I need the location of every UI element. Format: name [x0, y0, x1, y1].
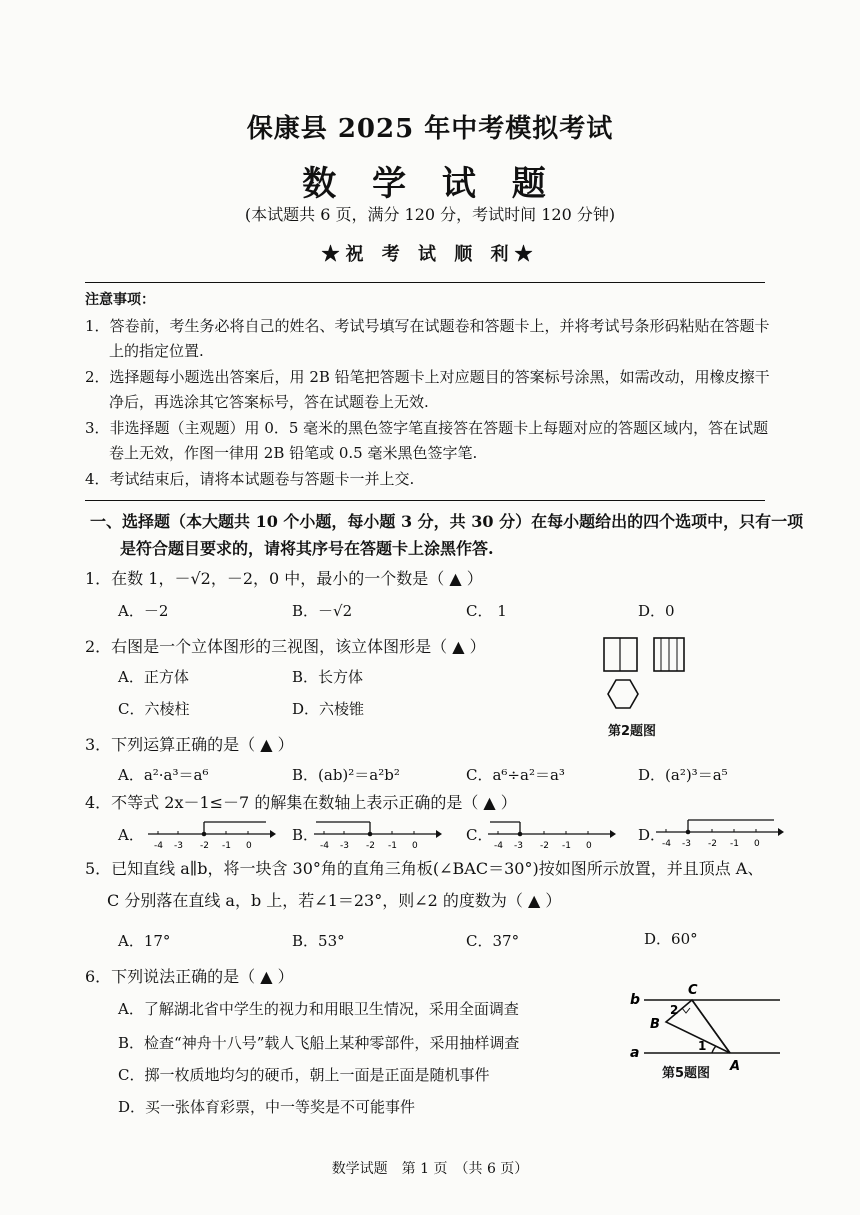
good-luck-banner: ★祝 考 试 顺 利★	[321, 244, 539, 265]
vertex-c-label: C	[688, 983, 698, 998]
tick-label: -2	[540, 841, 549, 851]
q5-option-a: A．17°	[118, 932, 171, 950]
q4-option-c: C．	[466, 826, 493, 844]
angle-1-label: 1	[698, 1039, 707, 1053]
tick-label: 0	[586, 841, 592, 851]
tick-label: -1	[222, 841, 231, 851]
tick-label: -3	[174, 841, 183, 851]
question-3-stem: 3．下列运算正确的是（ ▲ ）	[85, 735, 294, 754]
notes-heading: 注意事项：	[85, 292, 155, 308]
q5-option-d: D．60°	[644, 930, 698, 948]
q1-option-d: D．0	[638, 602, 675, 620]
exam-info: (本试题共 6 页，满分 120 分，考试时间 120 分钟)	[244, 205, 616, 224]
q4-number-line-c	[486, 818, 616, 852]
q6-option-c: C．掷一枚质地均匀的硬币，朝上一面是正面是随机事件	[118, 1066, 490, 1084]
tick-label: 0	[246, 841, 252, 851]
q1-option-a: A．－2	[118, 602, 169, 620]
tick-label: 0	[754, 839, 760, 849]
vertex-b-label: B	[650, 1017, 660, 1032]
tick-label: -3	[514, 841, 523, 851]
q5-figure-caption: 第5题图	[662, 1066, 711, 1081]
tick-label: 0	[412, 841, 418, 851]
tick-label: -4	[154, 841, 163, 851]
note-item: 4．考试结束后，请将本试题卷与答题卡一并上交.	[85, 469, 415, 488]
tick-label: -1	[388, 841, 397, 851]
q4-option-d: D．	[638, 826, 666, 844]
q3-option-b: B．(ab)²＝a²b²	[292, 766, 400, 784]
tick-label: -3	[682, 839, 691, 849]
tick-label: -4	[494, 841, 503, 851]
line-a-label: a	[630, 1045, 640, 1061]
question-6-stem: 6．下列说法正确的是（ ▲ ）	[85, 967, 294, 986]
question-4-stem: 4．不等式 2x－1≤－7 的解集在数轴上表示正确的是（ ▲ ）	[85, 793, 517, 812]
q4-option-b: B．	[292, 826, 319, 844]
q2-figure-caption: 第2题图	[608, 724, 657, 739]
exam-title: 保康县 2025 年中考模拟考试	[246, 114, 614, 144]
q4-number-line-b	[312, 818, 442, 852]
subject-title: 数 学 试 题	[302, 164, 558, 204]
note-item: 3．非选择题（主观题）用 0．5 毫米的黑色签字笔直接答在答题卡上每题对应的答题区域内，答在试题卷上无效，作图一律用 2B 铅笔或 0.5 毫米黑色签字笔.	[85, 418, 769, 462]
q2-option-a: A．正方体	[118, 668, 189, 686]
divider	[85, 282, 765, 283]
q6-option-b: B．检查“神舟十八号”载人飞船上某种零部件，采用抽样调查	[118, 1034, 520, 1052]
q5-option-c: C．37°	[466, 932, 520, 950]
q2-option-b: B．长方体	[292, 668, 364, 686]
q4-number-line-d	[654, 816, 784, 850]
q4-number-line-a	[146, 818, 276, 852]
q5-option-b: B．53°	[292, 932, 345, 950]
question-5-stem-line-1: 5．已知直线 a∥b，将一块含 30°角的直角三角板(∠BAC＝30°)按如图所示放置，并且顶点 A、	[85, 859, 764, 878]
q6-option-d: D．买一张体育彩票，中一等奖是不可能事件	[118, 1098, 416, 1116]
q2-three-view-figure	[598, 632, 698, 720]
tick-label: -4	[320, 841, 329, 851]
tick-label: -1	[562, 841, 571, 851]
tick-label: -3	[340, 841, 349, 851]
q3-option-a: A．a²·a³＝a⁶	[118, 766, 209, 784]
q2-option-d: D．六棱锥	[292, 700, 365, 718]
divider	[85, 500, 765, 501]
question-2-stem: 2．右图是一个立体图形的三视图，该立体图形是（ ▲ ）	[85, 637, 486, 656]
q6-option-a: A．了解湖北省中学生的视力和用眼卫生情况，采用全面调查	[118, 1000, 519, 1018]
tick-label: -2	[200, 841, 209, 851]
page-footer: 数学试题 第 1 页 （共 6 页）	[331, 1161, 529, 1177]
q3-option-c: C．a⁶÷a²＝a³	[466, 766, 565, 784]
note-item: 1．答卷前，考生务必将自己的姓名、考试号填写在试题卷和答题卡上，并将考试号条形码粘贴在答题卡上的指定位置.	[85, 316, 770, 360]
tick-label: -2	[708, 839, 717, 849]
q4-option-a: A．	[118, 826, 144, 844]
notes-block	[85, 288, 775, 492]
q1-option-b: B．－√2	[292, 602, 353, 620]
q1-option-c: C． 1	[466, 602, 507, 620]
q3-option-d: D．(a²)³＝a⁵	[638, 766, 728, 784]
q2-option-c: C．六棱柱	[118, 700, 190, 718]
tick-label: -4	[662, 839, 671, 849]
tick-label: -2	[366, 841, 375, 851]
tick-label: -1	[730, 839, 739, 849]
line-b-label: b	[630, 992, 641, 1008]
note-item: 2．选择题每小题选出答案后，用 2B 铅笔把答题卡上对应题目的答案标号涂黑，如需改动，用橡皮擦干净后，再选涂其它答案标号，答在试题卷上无效.	[85, 367, 770, 411]
vertex-a-label: A	[730, 1059, 741, 1074]
question-5-stem-line-2: C 分别落在直线 a，b 上，若∠1＝23°，则∠2 的度数为（ ▲ ）	[107, 891, 562, 910]
angle-2-label: 2	[670, 1003, 679, 1017]
question-1-stem: 1．在数 1，－√2，－2，0 中，最小的一个数是（ ▲ ）	[85, 569, 483, 588]
section-heading: 一、选择题（本大题共 10 个小题，每小题 3 分，共 30 分）在每小题给出的四个选项中，只有一项是符合题目要求的，请将其序号在答题卡上涂黑作答.	[90, 512, 804, 558]
